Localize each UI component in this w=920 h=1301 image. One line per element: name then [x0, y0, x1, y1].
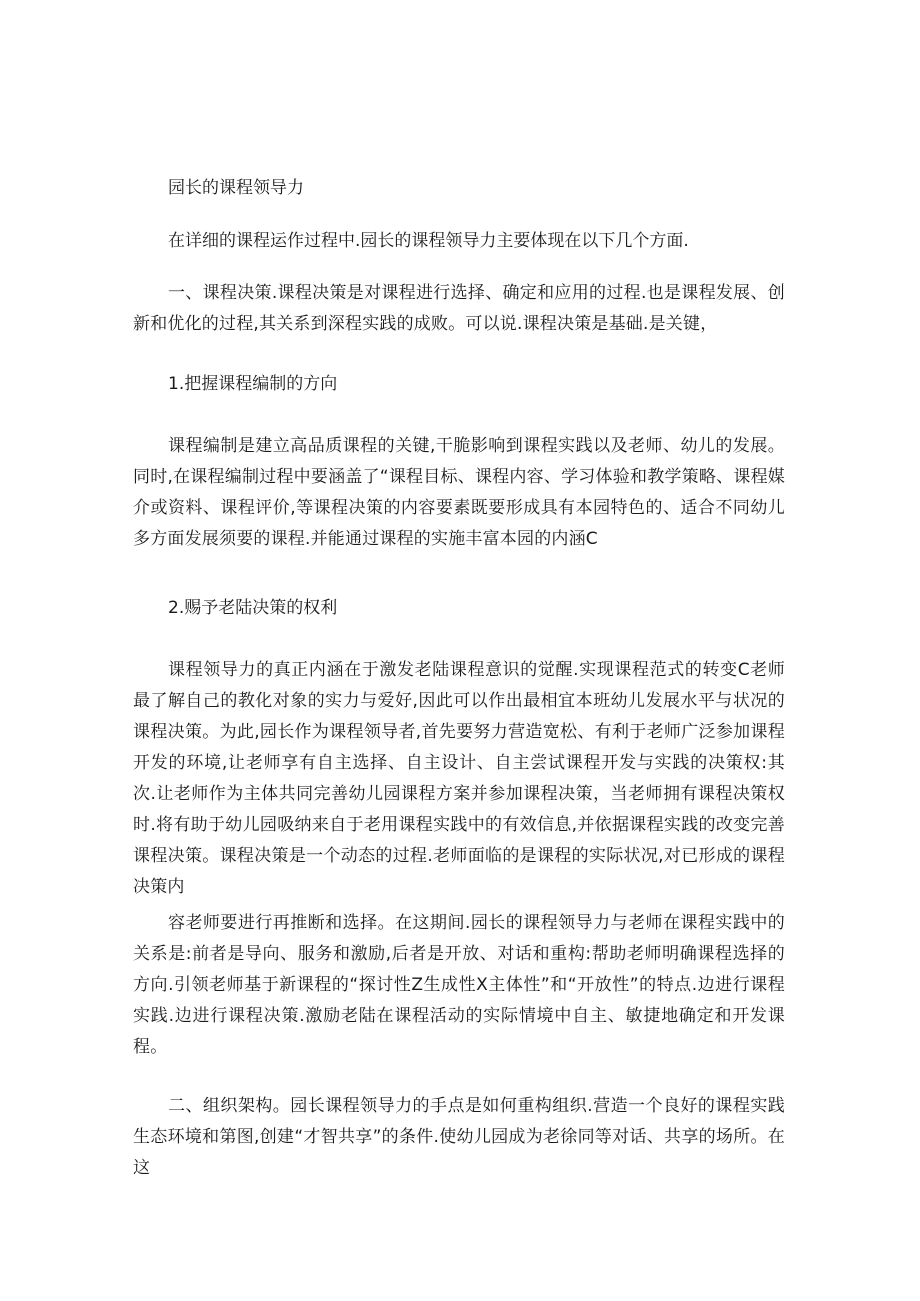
subsection-1-body: 课程编制是建立高品质课程的关键,干脆影响到课程实践以及老师、幼儿的发展。同时,在课程编制过程中要涵盖了“课程目标、课程内容、学习体验和教学策略、课程媒介或资料、课程评价,等课程决策的内容要素既要形成具有本园特色的、适合不同幼儿多方面发展须要的课程.并能通过课程的实施丰富本园的内涵C [133, 436, 785, 549]
continuation-paragraph: 容老师要进行再推断和选择。在这期间.园长的课程领导力与老师在课程实践中的关系是:前者是导向、服务和激励,后者是开放、对话和重构:帮助老师明确课程选择的方向.引领老师基于新课程的“探讨性Z生成性X主体性”和“开放性”的特点.边进行课程实践.边进行课程决策.激励老陆在课程活动的实际情境中自主、敏捷地确定和开发课程。 [133, 913, 785, 1057]
section-2-paragraph: 二、组织架构。园长课程领导力的手点是如何重构组织.营造一个良好的课程实践生态环境和第图,创建“才智共享”的条件.使幼儿园成为老徐同等对话、共享的场所。在这 [133, 1096, 785, 1178]
section-1-paragraph: 一、课程决策.课程决策是对课程进行选择、确定和应用的过程.也是课程发展、创新和优化的过程,其关系到深程实践的成败。可以说.课程决策是基础.是关键， [133, 283, 785, 334]
subsection-1-heading: 1.把握课程编制的方向 [168, 374, 338, 394]
subsection-2-heading: 2.赐予老陆决策的权利 [168, 598, 338, 618]
intro-paragraph: 在详细的课程运作过程中.园长的课程领导力主要体现在以下几个方面. [168, 231, 689, 251]
subsection-2-body: 课程领导力的真正内涵在于激发老陆课程意识的觉醒.实现课程范式的转变C老师最了解自己的教化对象的实力与爱好,因此可以作出最相宜本班幼儿发展水平与状况的课程决策。为此,园长作为课程领导者,首先要努力营造宽松、有利于老师广泛参加课程开发的环境,让老师享有自主选择、自主设计、自主尝试课程开发与实践的决策权:其次.让老师作为主体共同完善幼儿园课程方案并参加课程决策，当老师拥有课程决策权时.将有助于幼儿园吸纳来自于老用课程实践中的有效信息,并依据课程实践的改变完善课程决策。课程决策是一个动态的过程.老师面临的是课程的实际状况,对已形成的课程决策内 [133, 660, 785, 897]
document-title: 园长的课程领导力 [168, 178, 304, 198]
